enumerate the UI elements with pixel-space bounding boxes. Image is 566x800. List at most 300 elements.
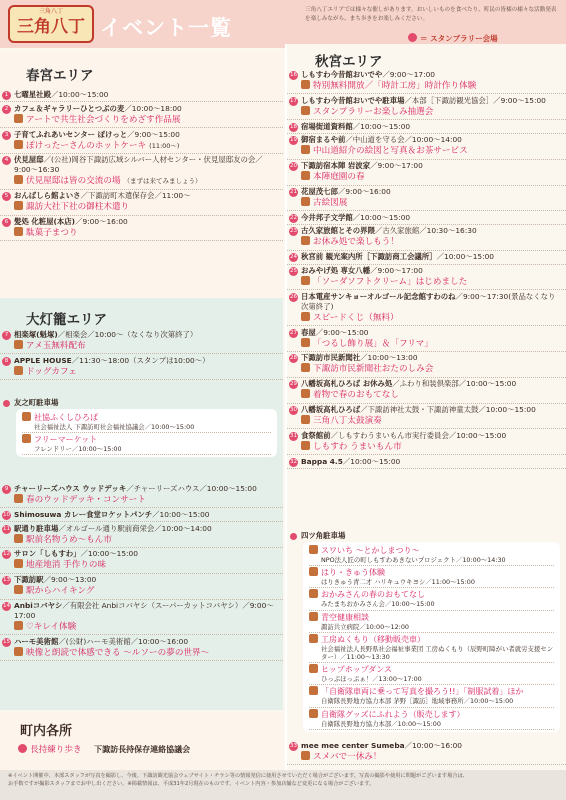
lot-event [309,545,554,556]
venue-detail: ／下諏訪神社太鼓・下諏訪神童太鼓／10:00〜15:00 [360,404,536,414]
venue-name: mee mee center Sumeba [301,741,405,750]
venue-name: 八幡坂高札ひろば お休み処 [301,379,393,389]
item-number: 31 [290,432,297,439]
event-line [14,621,279,633]
event-name: ♡キレイ体験 [26,621,77,632]
item-line [14,90,279,100]
lot-org: 自衛隊長野地方協力本部 茅野［諏訪］地域事務所／10:00〜15:00 [321,697,514,706]
venue-name: おんばしら館よいさ [14,191,81,201]
event-icon [301,276,310,285]
venue-name: 駅通り駐車場 [14,523,59,533]
lot-event-name: フリーマーケット [34,435,98,445]
lot-event [309,686,554,697]
venue-detail: ／9:00〜16:00 [75,216,128,226]
event-icon [301,441,310,450]
venue-detail: ／10:00〜15:00 [352,121,411,131]
event-icon [14,175,23,184]
item-line [14,637,279,647]
lot-item [309,663,554,685]
lot-item [309,544,554,566]
logo [8,5,94,43]
event-name: 下諏訪市民新聞社おたのしみ会 [313,364,434,375]
venue-name: Anbiコバヤシ [14,600,63,610]
event-name: 三角八丁太鼓演奏 [313,415,382,426]
spring-list [0,90,283,243]
lot-org: みたまちおかみさん会／10:00〜15:00 [321,600,435,609]
venue-detail: ／(公社)岡谷下諏訪広域シルバー人材センター・伏見屋邸友の会／9:00〜16:30 [14,155,263,175]
list-item [0,510,283,522]
event-name: ぽけったーさんのホットケーキ [26,140,147,151]
list-item [287,457,566,469]
event-line [301,171,562,183]
venue-detail: ／10:00〜15:00 [436,252,494,262]
venue-name: サロン「しもすわ」 [14,549,81,559]
lot-event [309,612,554,623]
venue-detail: ／9:00〜17:30(景品なくなり次第終了) [301,291,556,311]
item-line [14,217,279,227]
event-line [301,236,562,248]
item-number: 23 [290,228,297,235]
footer-line-1: ※イベント開催中、本部スタッフが写真を撮影し、今後、下諏訪観光協会ウェブサイト・チラシ等の情報発信に使用させていただく場合がございます。写真の撮影や使用に問題がございます場合は、 [8,773,468,779]
item-number: 19 [290,137,297,144]
fall-area-title: 秋宮エリア [315,54,383,70]
venue-detail: ／10:00〜15:00 [80,549,138,559]
list-item [287,213,566,225]
venue-name: おみやげ処 専女八幡 [301,266,371,276]
lot-label: 四ツ角駐車場 [287,531,566,541]
event-line [14,494,279,506]
event-icon [301,236,310,245]
event-line [301,338,562,350]
item-number: 2 [2,105,11,114]
lot-event [309,567,554,578]
stamp-legend [408,33,498,44]
venue-detail: ／9:00〜15:00 [315,327,369,337]
event-name: しもすわ うまいもん市 [313,441,402,452]
lot-org: フレンドリー／10:00〜15:00 [34,445,122,454]
event-line [14,366,279,378]
item-line [301,292,562,312]
lot-item [22,433,271,455]
event-name: 古絵図展 [313,197,348,208]
fall-area [285,44,566,770]
lot-event [309,664,554,675]
item-number: 30 [290,406,297,413]
item-number: 16 [290,72,297,78]
event-line [14,647,279,659]
lot-event-name: はり・きゅう体験 [321,568,385,578]
venue-detail: ／9:00〜16:00 [337,186,391,196]
venue-detail: ／11:30〜18:00（スタンプは10:00〜） [71,355,210,365]
item-line [14,130,279,140]
event-icon [301,197,310,206]
event-icon [14,140,23,149]
venue-name: 宿場街道資料館 [301,121,353,131]
town-event-org: 下諏訪長持保存連絡協議会 [94,745,191,754]
venue-detail: ／10:00〜18:00 [124,103,182,113]
event-line [301,389,562,401]
lot-event [309,634,554,645]
item-line [14,549,279,559]
event-name: 「つるし飾り展」＆「フリマ」 [313,338,433,349]
venue-detail: ／チャーリーズハウス／10:00〜15:00 [126,484,257,493]
item-line [301,379,562,389]
toro-area [0,298,283,710]
venue-detail: ／古久家旅館／10:30〜16:30 [374,226,477,236]
lot-box [303,542,560,732]
item-number: 26 [290,293,297,300]
event-icon [14,201,23,210]
venue-name: Bappa 4.5 [301,456,343,466]
event-icon [14,585,23,594]
footer-line-2: お手数ですが撮影スタッフまでお申し出ください。※掲載情報は、平成31年2月現在のものです。イベント内容・参加店舗など変更になる場合がございます。 [8,780,375,787]
event-name: スメバで一休み！ [313,752,382,762]
venue-detail: ／9:00〜17:00 [370,161,423,171]
venue-detail: ／(公財)ハーモ美術館／10:00〜16:00 [58,636,189,646]
lot-event-name: 「自衛隊車両に乗って写真を撮ろう!!」「制服試着」ほか [321,687,524,697]
lot-item [309,588,554,610]
event-icon [301,312,310,321]
list-item [287,292,566,326]
list-item [287,226,566,250]
lot-event [22,434,271,445]
lot-org: 社会福祉法人長野県社会福祉事業団 工房ぬくもり（辰野町障がい者就労支援センター）／11:00〜13:30 [321,644,554,662]
venue-detail: ／10:00〜16:00 [404,741,462,750]
event-line [301,751,562,763]
venue-name: 食祭館前 [301,430,331,440]
event-name: 伏見屋邸は皆の交流の場 [26,176,121,187]
tomonomachi-lot [0,398,283,459]
event-icon [309,664,318,673]
event-icon [309,709,318,718]
venue-detail: ／本部［下諏訪観光協会］／9:00〜15:00 [404,95,546,105]
event-line [301,197,562,209]
event-icon [309,612,318,621]
item-number: 17 [290,97,297,104]
event-line [14,534,279,546]
lot-event-name: 青空健康相談 [321,612,369,622]
lot-org: はりきゅう青二才 ハリキュウキヨシ／11:00〜15:00 [321,578,475,587]
item-number: 14 [3,602,10,609]
event-icon [309,567,318,576]
venue-name: 髪処 化粧屋(本店) [14,216,76,226]
item-line [14,484,279,494]
venue-detail: ／9:00〜13:00 [43,575,97,585]
venue-detail: ／オルゴール通り駅前商栄会／10:00〜14:00 [58,523,212,533]
event-name: 駅前名物うめ〜もん市 [26,534,112,545]
event-icon [309,686,318,695]
item-line [14,601,279,621]
lot-org: ひっぷほっぷぁ！／13:00〜17:00 [321,675,422,684]
item-number: 1 [2,91,11,100]
event-line [301,312,562,324]
toro-list-2 [0,484,283,662]
event-name: ドッグカフェ [26,366,77,377]
list-item [287,252,566,264]
item-line [301,187,562,197]
lot-event-name: 社協ふくしひろば [34,413,98,422]
lot-item [309,633,554,663]
event-time: （まずは来てみましょう） [123,177,202,186]
event-icon [309,545,318,554]
venue-detail: ／10:00〜15:00 [352,212,411,222]
event-icon [14,534,23,543]
event-icon [301,145,310,154]
venue-detail: ／中山道を守る会／10:00〜14:00 [345,135,462,145]
logo-title: 三角八丁 [17,17,85,37]
venue-detail: ／9:00〜15:00 [127,129,180,139]
item-line [301,353,562,363]
item-number: 33 [290,743,297,749]
list-item [287,135,566,159]
venue-name: 相楽塚(魁塚) [14,330,58,339]
lot-item [22,411,271,433]
venue-name: チャーリーズハウス ウッドデッキ [14,484,127,493]
event-line [301,106,562,118]
event-line [301,415,562,427]
venue-name: 下諏訪駅 [14,575,44,585]
item-number: 18 [290,123,297,130]
event-icon [22,434,31,443]
venue-detail: ／10:00〜13:00 [360,353,418,363]
item-line [301,226,562,236]
item-line [301,96,562,106]
list-item [287,96,566,120]
page-title: イベント一覧 [100,16,232,40]
venue-name: 日本電産サンキョーオルゴール記念館すわのね [301,291,456,301]
event-icon [14,621,23,630]
list-item [0,484,283,508]
item-number: 11 [3,525,10,532]
list-item [0,601,283,635]
item-line [14,155,279,175]
list-item [287,431,566,455]
lot-event-name: おかみさんの春のおもてなし [321,590,425,600]
item-number: 32 [290,458,297,465]
lot-event [309,589,554,600]
list-item [0,104,283,128]
venue-name: 古久家旅館とその界隈 [301,226,375,236]
list-item [0,217,283,241]
venue-name: 花屋茂七郎 [301,186,338,196]
event-icon [301,106,310,115]
venue-detail: ／10:00〜15:00 [50,90,109,99]
lot-org: 自衛隊長野地方協力本部／10:00〜15:00 [321,719,441,728]
item-line [14,330,279,340]
item-line [301,135,562,145]
venue-name: 下諏訪宿本陣 岩波家 [301,161,371,171]
lot-event [309,709,554,720]
item-number: 24 [290,254,297,261]
list-item [0,356,283,380]
list-item [0,549,283,573]
item-line [301,741,562,751]
list-item [0,90,283,102]
list-item [0,155,283,189]
event-line [14,585,279,597]
item-number: 5 [2,192,11,201]
lot-event [22,412,271,423]
fall-list [287,70,566,470]
event-icon [301,415,310,424]
item-number: 9 [2,485,11,494]
list-item [287,122,566,134]
venue-detail: ／10:00〜15:00 [152,509,210,519]
venue-detail: ／9:00〜17:00 [370,266,423,276]
venue-name: 子育てふれあいセンター ぽけっと [14,129,128,139]
event-line [14,227,279,239]
event-name: 特別無料開放／「時計工房」時計作り体験 [313,81,477,91]
venue-name: 秋宮前 観光案内所［下諏訪商工会議所］ [301,252,437,262]
lot-org: NPO法人匠の町しもすわあきないプロジェクト／10:00〜14:30 [321,556,506,564]
event-icon [14,114,23,123]
event-icon [14,227,23,236]
event-name: お休み処で楽しもう！ [313,237,399,248]
toro-list [0,330,283,382]
list-item [287,266,566,290]
item-number: 4 [2,156,11,165]
venue-name: ハーモ美術館 [14,636,59,646]
event-line [14,201,279,213]
lot-event-name: 自衛隊グッズにふれよう（販売します） [321,709,465,719]
lot-event-name: 工房ぬくもり（移動販売車） [321,634,425,644]
spring-area-title: 春宮エリア [26,68,94,84]
item-line [14,575,279,585]
list-item [287,187,566,211]
item-number: 7 [2,331,11,340]
list-item [287,405,566,429]
item-line [301,122,562,132]
event-line [14,340,279,352]
item-number: 27 [290,329,297,336]
lot-item [309,611,554,633]
stamp-icon [18,744,27,753]
venue-name: 御宿まるや前 [301,135,346,145]
event-line [301,145,562,157]
venue-detail: ／9:00〜17:00 [382,70,435,79]
list-item [287,70,566,94]
lot-item [309,708,554,730]
venue-detail: ／下諏訪町木遣保存会／11:00〜 [80,191,191,201]
event-icon [301,363,310,372]
venue-name: しもすわ今昔館おいでや [301,70,383,79]
event-line [14,175,279,187]
list-item [0,330,283,354]
item-line [301,266,562,276]
venue-name: 下諏訪市民新聞社 [301,353,361,363]
event-icon [22,412,31,421]
venue-detail: ／相楽会／10:00〜（なくなり次第終了） [57,330,198,339]
item-line [301,405,562,415]
event-line [301,276,562,288]
event-icon [14,366,23,375]
item-line [14,104,279,114]
list-item [287,328,566,352]
venue-detail: ／10:00〜15:00 [342,456,401,466]
event-name: アメ玉無料配布 [26,341,86,351]
event-name: 春のウッドデッキ・コンサート [26,495,146,505]
venue-detail: ／しもすわうまいもん市実行委員会／10:00〜15:00 [330,430,507,440]
town-event [18,744,190,756]
item-line [301,161,562,171]
stamp-icon [408,33,417,42]
venue-detail: ／有限会社 Anbiコバヤシ（スーパーカットコバヤシ）／9:00〜17:00 [14,600,274,620]
event-line [301,363,562,375]
item-number: 13 [3,577,10,584]
venue-name: APPLE HOUSE [14,355,72,365]
venue-name: 八幡坂高札ひろば [301,404,361,414]
event-line [14,140,279,152]
item-number: 21 [290,188,297,195]
event-icon [301,80,310,89]
event-icon [301,171,310,180]
item-line [14,191,279,201]
item-line [301,457,562,467]
item-number: 8 [2,357,11,366]
event-name: 地産地消 手作りの味 [26,560,107,571]
venue-name: カフェ＆ギャラリーひとつぶの麦 [14,103,125,113]
event-name: スタンプラリーお楽しみ抽選会 [313,106,434,117]
event-icon [14,494,23,503]
lot-event-name: スワいち 〜とかしまつり〜 [321,546,420,555]
fall-list-2 [287,741,566,767]
event-name: 映像と朗読で体感できる 〜ルソーの夢の世界〜 [26,647,210,658]
yotsukado-lot [287,531,566,734]
event-line [14,114,279,126]
list-item [0,191,283,215]
toro-area-title: 大灯籠エリア [26,312,107,328]
venue-name: 今井邦子文学館 [301,212,353,222]
event-name: 中山道紹介の絵図と写真＆お茶サービス [313,146,468,157]
item-number: 25 [290,268,297,275]
list-item [287,379,566,403]
item-number: 15 [3,638,10,645]
list-item [0,637,283,661]
intro-text: 三角八丁エリアでは様々な催しがあります。おいしいものを食べたり、町民の皆様の様々な活動発表を楽しみながら、まち歩きをお楽しみください。 [305,7,557,22]
lot-label: 友之町駐車場 [0,398,283,408]
item-line [14,356,279,366]
lot-item [309,566,554,588]
event-icon [301,751,310,760]
list-item [0,524,283,548]
event-name: 駄菓子まつり [26,227,78,238]
town-event-name: 長持練り歩き [30,745,82,755]
event-icon [14,647,23,656]
event-icon [309,589,318,598]
venue-name: Shimosuwa カレー食堂ロケットパンチ [14,509,153,519]
event-icon [309,634,318,643]
event-name: 駅からハイキング [26,586,95,597]
item-number: 29 [290,381,297,388]
item-number: 3 [2,131,11,140]
item-line [301,213,562,223]
event-name: 本陣庭園の春 [313,172,365,183]
venue-detail: ／ふわり和装倶楽部／10:00〜15:00 [392,379,517,389]
item-line [301,328,562,338]
item-line [301,431,562,441]
item-number: 6 [2,218,11,227]
event-name: スピードくじ（無料） [313,312,399,323]
lot-org: 社会福祉法人 下諏訪町社会福祉協議会／10:00〜15:00 [34,423,195,431]
event-line [301,80,562,92]
event-name: 「ソーダソフトクリーム」はじめました [313,277,468,288]
town-area-title: 町内各所 [20,724,73,739]
list-item [0,575,283,599]
item-number: 22 [290,214,297,221]
logo-subtitle: 三角八丁 [38,8,63,15]
spring-area [0,52,283,298]
event-icon [301,338,310,347]
